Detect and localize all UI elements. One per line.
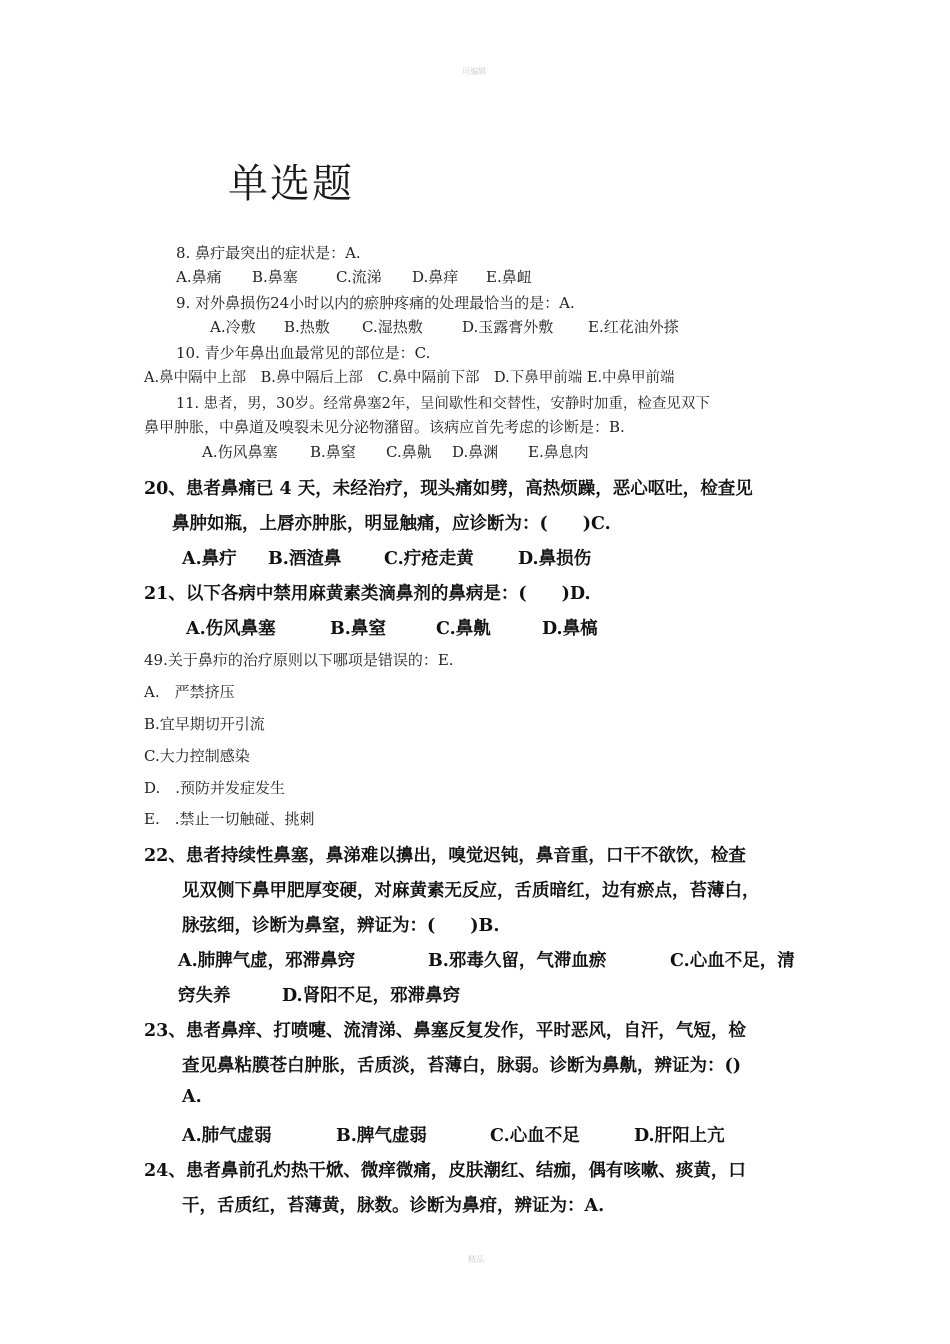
- option: E.鼻息肉: [528, 443, 589, 461]
- question-22-line1: 22、患者持续性鼻塞，鼻涕难以擤出，嗅觉迟钝，鼻音重，口干不欲饮，检查: [144, 846, 746, 866]
- option: C.鼻鼽: [436, 619, 491, 639]
- option: D.鼻损伤: [518, 549, 592, 569]
- question-11-line2: 鼻甲肿胀，中鼻道及嗅裂未见分泌物潴留。该病应首先考虑的诊断是：B.: [144, 418, 625, 436]
- question-23-line1: 23、患者鼻痒、打喷嚏、流清涕、鼻塞反复发作，平时恶风，自汗，气短，检: [144, 1021, 746, 1041]
- option: B.酒渣鼻: [268, 549, 342, 569]
- option: D.鼻渊: [452, 443, 499, 461]
- option-continuation: 窍失养: [178, 986, 231, 1006]
- option: C.流涕: [336, 268, 382, 286]
- page-title: 单选题: [228, 161, 354, 207]
- option: D.鼻槁: [542, 619, 598, 639]
- option: C.疔疮走黄: [384, 549, 474, 569]
- footer-watermark: 精品: [468, 1255, 484, 1264]
- option: D.肾阳不足，邪滞鼻窍: [282, 986, 461, 1006]
- question-21-options: [186, 615, 598, 640]
- question-9-options: [210, 316, 679, 337]
- question-22-options-row2: [178, 982, 460, 1007]
- option: B.鼻塞: [252, 268, 298, 286]
- option: A.鼻痛: [176, 268, 222, 286]
- option: A.伤风鼻塞: [202, 443, 278, 461]
- option: B.热敷: [284, 318, 330, 336]
- question-10-options: A.鼻中隔中上部 B.鼻中隔后上部 C.鼻中隔前下部 D.下鼻甲前端 E.中鼻甲前端: [144, 370, 675, 386]
- option: E.鼻衄: [486, 268, 532, 286]
- option: A.冷敷: [210, 318, 256, 336]
- question-20-options: [182, 545, 591, 570]
- question-8-options: [176, 266, 532, 287]
- option: C.鼻鼽: [386, 443, 432, 461]
- question-23-options: [182, 1122, 725, 1147]
- question-49-option-c: C.大力控制感染: [144, 747, 250, 765]
- question-23-line3: A.: [182, 1087, 202, 1107]
- option: B.脾气虚弱: [336, 1126, 427, 1146]
- question-49-option-a: A. 严禁挤压: [144, 683, 235, 701]
- option: D.玉露膏外敷: [462, 318, 554, 336]
- question-49-option-d: D. .预防并发症发生: [144, 779, 286, 797]
- question-20-line1: 20、患者鼻痛已 4 天，未经治疗，现头痛如劈，高热烦躁，恶心呕吐，检查见: [144, 479, 753, 499]
- question-24-line1: 24、患者鼻前孔灼热干焮、微痒微痛，皮肤潮红、结痂，偶有咳嗽、痰黄，口: [144, 1161, 746, 1181]
- question-8: 8. 鼻疔最突出的症状是：A.: [176, 244, 361, 262]
- question-24-line2: 干，舌质红，苔薄黄，脉数。诊断为鼻疳，辨证为：A.: [182, 1196, 605, 1216]
- option: A.伤风鼻塞: [186, 619, 276, 639]
- option: A.肺气虚弱: [182, 1126, 272, 1146]
- question-10: 10. 青少年鼻出血最常见的部位是：C.: [176, 344, 431, 362]
- question-21: 21、以下各病中禁用麻黄素类滴鼻剂的鼻病是：( )D.: [144, 584, 591, 604]
- option: B.鼻窒: [330, 619, 386, 639]
- question-20-line2: 鼻肿如瓶，上唇亦肿胀，明显触痛，应诊断为：( )C.: [172, 514, 611, 534]
- question-9: 9. 对外鼻损伤24小时以内的瘀肿疼痛的处理最恰当的是：A.: [176, 294, 575, 312]
- option: B.邪毒久留，气滞血瘀: [428, 951, 607, 971]
- question-22-options-row1: [178, 947, 795, 972]
- option: B.鼻窒: [310, 443, 356, 461]
- option: E.红花油外搽: [588, 318, 679, 336]
- option: C.心血不足: [490, 1126, 580, 1146]
- question-22-line3: 脉弦细，诊断为鼻窒，辨证为：( )B.: [182, 916, 500, 936]
- option: C.湿热敷: [362, 318, 423, 336]
- option: C.心血不足，清: [670, 951, 795, 971]
- question-11-line1: 11. 患者，男，30岁。经常鼻塞2年，呈间歇性和交替性，安静时加重，检查见双下: [176, 396, 710, 412]
- question-49-option-e: E. .禁止一切触碰、挑刺: [144, 810, 315, 828]
- question-23-line2: 查见鼻粘膜苍白肿胀，舌质淡，苔薄白，脉弱。诊断为鼻鼽，辨证为：(): [182, 1056, 742, 1076]
- question-49-option-b: B.宜早期切开引流: [144, 715, 265, 733]
- option: D.鼻痒: [412, 268, 459, 286]
- option: A.肺脾气虚，邪滞鼻窍: [178, 951, 356, 971]
- question-22-line2: 见双侧下鼻甲肥厚变硬，对麻黄素无反应，舌质暗红，边有瘀点，苔薄白，: [182, 881, 760, 901]
- option: D.肝阳上亢: [634, 1126, 725, 1146]
- option: A.鼻疔: [182, 549, 237, 569]
- header-watermark: 可编辑: [462, 67, 486, 76]
- question-49: 49.关于鼻疖的治疗原则以下哪项是错误的：E.: [144, 651, 454, 669]
- question-11-options: [202, 441, 589, 462]
